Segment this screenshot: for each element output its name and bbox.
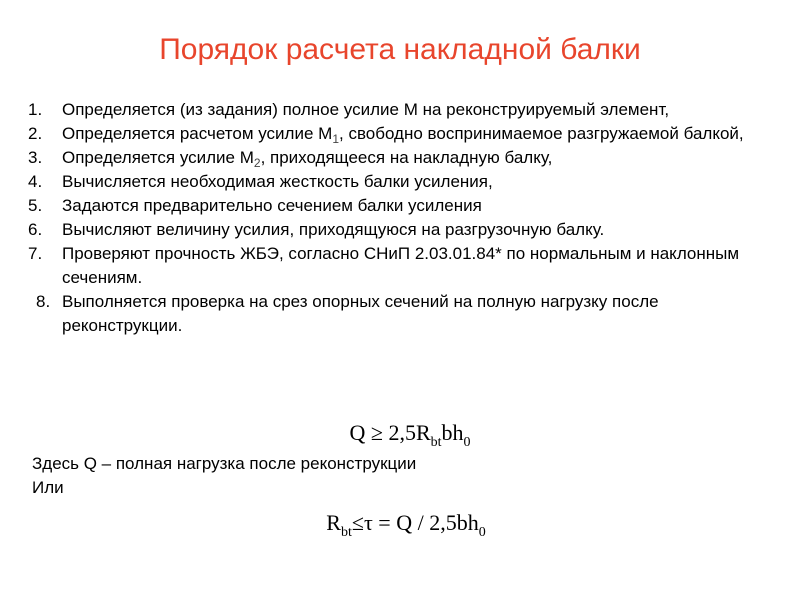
note-or: Или <box>32 478 64 497</box>
formula-part: bh <box>441 420 464 445</box>
steps-list <box>0 98 780 338</box>
list-item <box>0 122 780 146</box>
list-item <box>0 170 780 194</box>
note-explanation: Здесь Q – полная нагрузка после реконструкции <box>32 454 417 473</box>
formula-part: R <box>326 510 341 535</box>
step-number: 5. <box>28 196 43 215</box>
step-text: Определяется (из задания) полное усилие М на реконструируемый элемент, <box>62 100 670 119</box>
list-item <box>0 194 780 218</box>
step-subscript: 2 <box>253 156 261 170</box>
formula-shear-stress <box>6 510 800 540</box>
step-number: 7. <box>28 244 43 263</box>
step-number: 4. <box>28 172 43 191</box>
formula-shear-check <box>10 420 800 450</box>
step-text: Вычисляется необходимая жесткость балки усиления, <box>62 172 493 191</box>
step-text: Выполняется проверка на срез опорных сечений на полную нагрузку после реконструкции. <box>62 292 659 335</box>
list-item <box>0 290 780 338</box>
formula-part: ≤τ = Q / 2,5bh <box>351 510 479 535</box>
step-text: Проверяют прочность ЖБЭ, согласно СНиП 2.03.01.84* по нормальным и наклонным сечениям. <box>62 244 740 287</box>
step-text: Определяется расчетом усилие М <box>62 124 333 143</box>
step-text: Задаются предварительно сечением балки усиления <box>62 196 482 215</box>
step-text-cont: , приходящееся на накладную балку, <box>260 148 553 167</box>
list-item <box>0 218 780 242</box>
list-item <box>0 146 780 170</box>
list-item <box>0 242 780 290</box>
slide-title: Порядок расчета накладной балки <box>159 33 641 66</box>
step-text: Вычисляют величину усилия, приходящуюся на разгрузочную балку. <box>62 220 605 239</box>
formula-subscript: bt <box>340 525 352 540</box>
formula-subscript: bt <box>430 435 442 450</box>
step-subscript: 1 <box>332 132 339 146</box>
step-text: Определяется усилие М <box>62 148 254 167</box>
formula-part: Q ≥ 2,5R <box>349 420 431 445</box>
formula-subscript: 0 <box>478 525 486 540</box>
step-number: 8. <box>36 292 51 311</box>
list-item <box>0 98 780 122</box>
step-text-cont: , свободно воспринимаемое разгружаемой балкой, <box>339 124 744 143</box>
step-number: 2. <box>28 124 43 143</box>
formula-subscript: 0 <box>463 435 471 450</box>
step-number: 6. <box>28 220 43 239</box>
step-number: 1. <box>28 100 43 119</box>
step-number: 3. <box>28 148 43 167</box>
